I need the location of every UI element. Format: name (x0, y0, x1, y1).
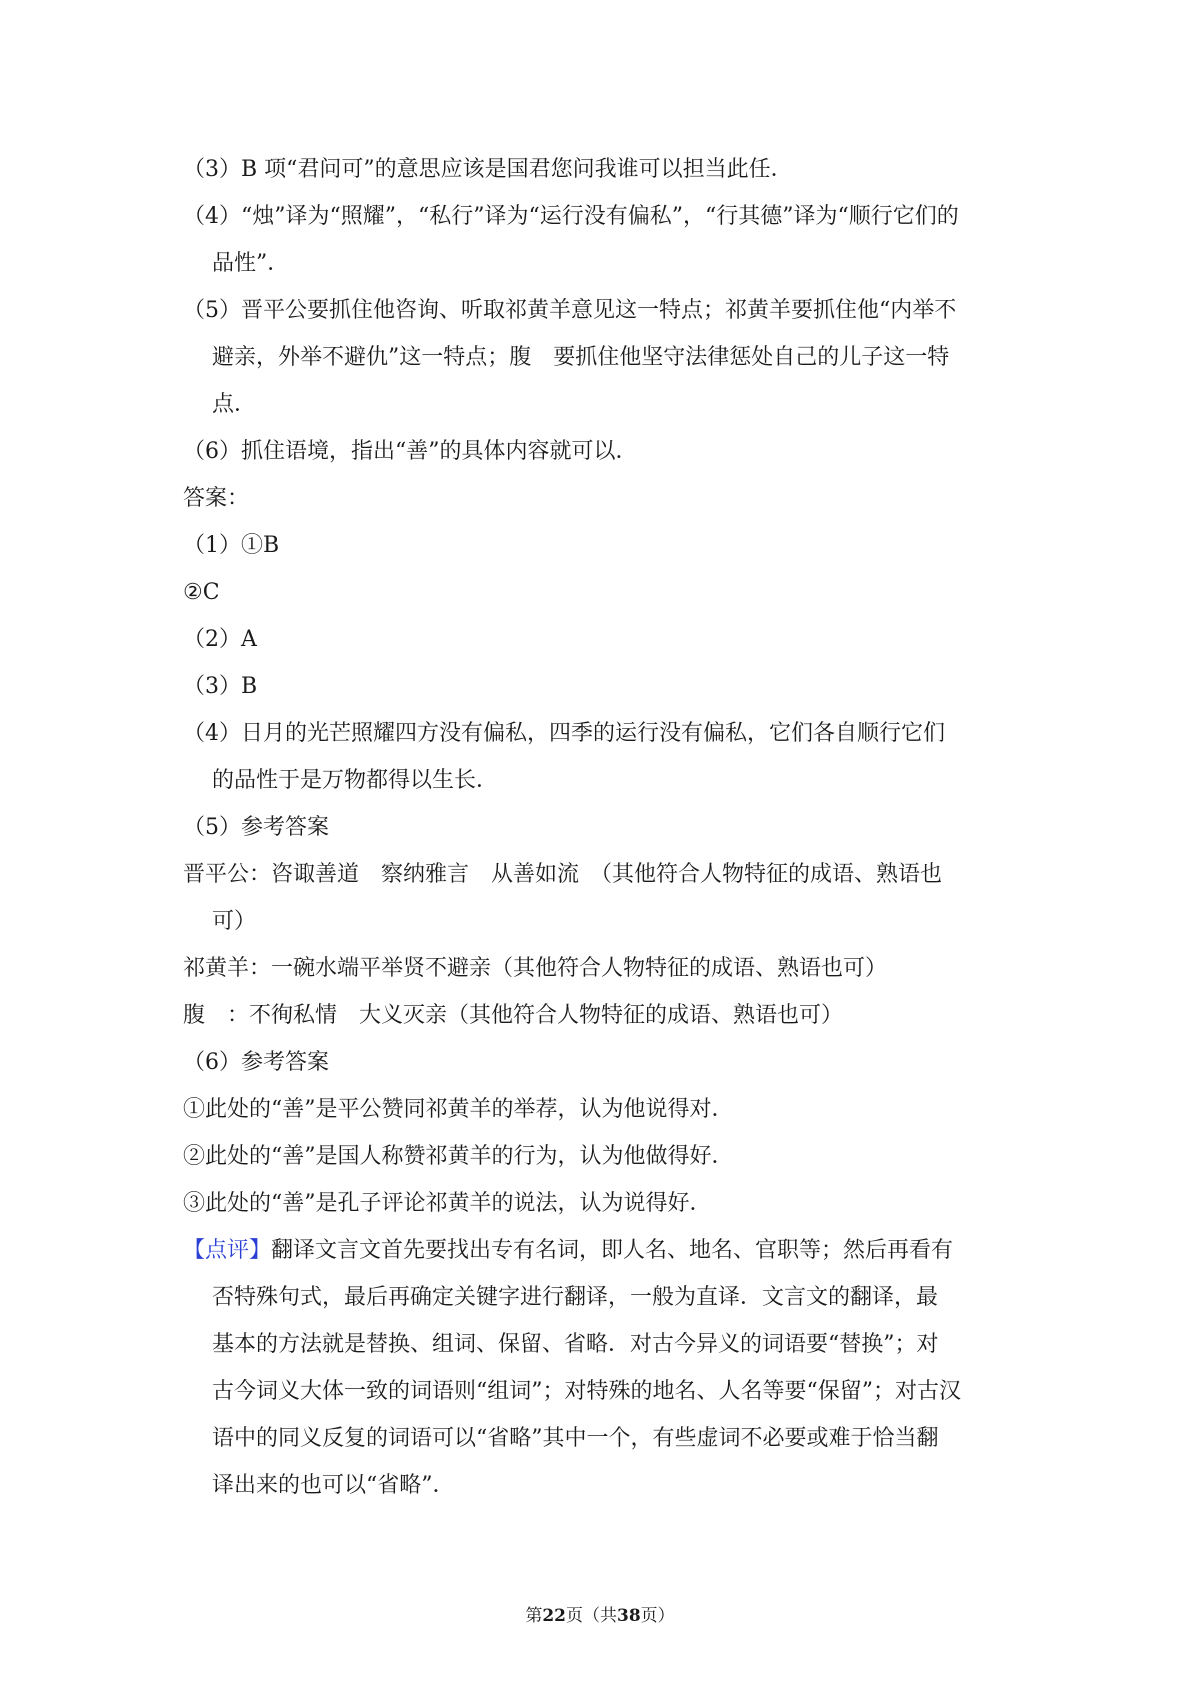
answer-item-5: （5）参考答案 (183, 815, 329, 840)
footer-mid: 页（共 (566, 1606, 617, 1626)
answer-item-5-qi: 祁黄羊：一碗水端平举贤不避亲（其他符合人物特征的成语、熟语也可） (183, 956, 888, 981)
analysis-item-4: （4）“烛”译为“照耀”，“私行”译为“运行没有偏私”，“行其德”译为“顺行它们的 (183, 204, 959, 229)
comment-tag: 【点评】 (183, 1238, 272, 1263)
answer-item-6: （6）参考答案 (183, 1050, 329, 1075)
page-body (0, 146, 1200, 1509)
answer-item-4-cont: 的品性于是万物都得以生长． (212, 768, 499, 793)
comment-line: 语中的同义反复的词语可以“省略”其中一个，有些虚词不必要或难于恰当翻 (212, 1426, 939, 1451)
analysis-item-3: （3）B 项“君问可”的意思应该是国君您问我谁可以担当此任． (183, 157, 793, 182)
analysis-item-5: （5）晋平公要抓住他咨询、听取祁黄羊意见这一特点；祁黄羊要抓住他“内举不 (183, 298, 957, 323)
analysis-item-4-cont: 品性”． (212, 251, 290, 276)
footer-page-number: 22 (542, 1606, 566, 1626)
answer-item-5-fu: 腹 ：不徇私情 大义灭亲（其他符合人物特征的成语、熟语也可） (183, 1003, 844, 1028)
answer-item-6-sub: ①此处的“善”是平公赞同祁黄羊的举荐，认为他说得对． (183, 1097, 734, 1122)
answer-item-5-jin-cont: 可） (212, 909, 257, 934)
comment-line: 译出来的也可以“省略”． (212, 1473, 455, 1498)
answer-item-6-sub: ②此处的“善”是国人称赞祁黄羊的行为，认为他做得好． (183, 1144, 734, 1169)
answer-heading: 答案： (183, 486, 250, 511)
analysis-item-5-cont: 避亲，外举不避仇”这一特点；腹 要抓住他坚守法律惩处自己的儿子这一特 (212, 345, 950, 370)
answer-item-1-sub: ②C (183, 580, 220, 605)
analysis-item-5-cont: 点． (212, 392, 257, 417)
analysis-item-6: （6）抓住语境，指出“善”的具体内容就可以． (183, 439, 638, 464)
answer-item-4: （4）日月的光芒照耀四方没有偏私，四季的运行没有偏私，它们各自顺行它们 (183, 721, 945, 746)
footer-total-pages: 38 (617, 1606, 641, 1626)
answer-item-1: （1）①B (183, 533, 280, 558)
comment-line: 否特殊句式，最后再确定关键字进行翻译，一般为直译．文言文的翻译，最 (212, 1285, 939, 1310)
comment-line: 古今词义大体一致的词语则“组词”；对特殊的地名、人名等要“保留”；对古汉 (212, 1379, 961, 1404)
answer-item-6-sub: ③此处的“善”是孔子评论祁黄羊的说法，认为说得好． (183, 1191, 712, 1216)
comment-line: 基本的方法就是替换、组词、保留、省略．对古今异义的词语要“替换”；对 (212, 1332, 939, 1357)
footer-post: 页） (640, 1606, 675, 1626)
comment-first-line (0, 1227, 1200, 1274)
answer-item-5-jin: 晋平公：咨诹善道 察纳雅言 从善如流 （其他符合人物特征的成语、熟语也 (183, 862, 943, 887)
answer-item-3: （3）B (183, 674, 258, 699)
page-footer (0, 1604, 1200, 1628)
footer-pre: 第 (525, 1606, 543, 1626)
comment-text: 翻译文言文首先要找出专有名词，即人名、地名、官职等；然后再看有 (271, 1238, 954, 1263)
answer-item-2: （2）A (183, 627, 257, 652)
